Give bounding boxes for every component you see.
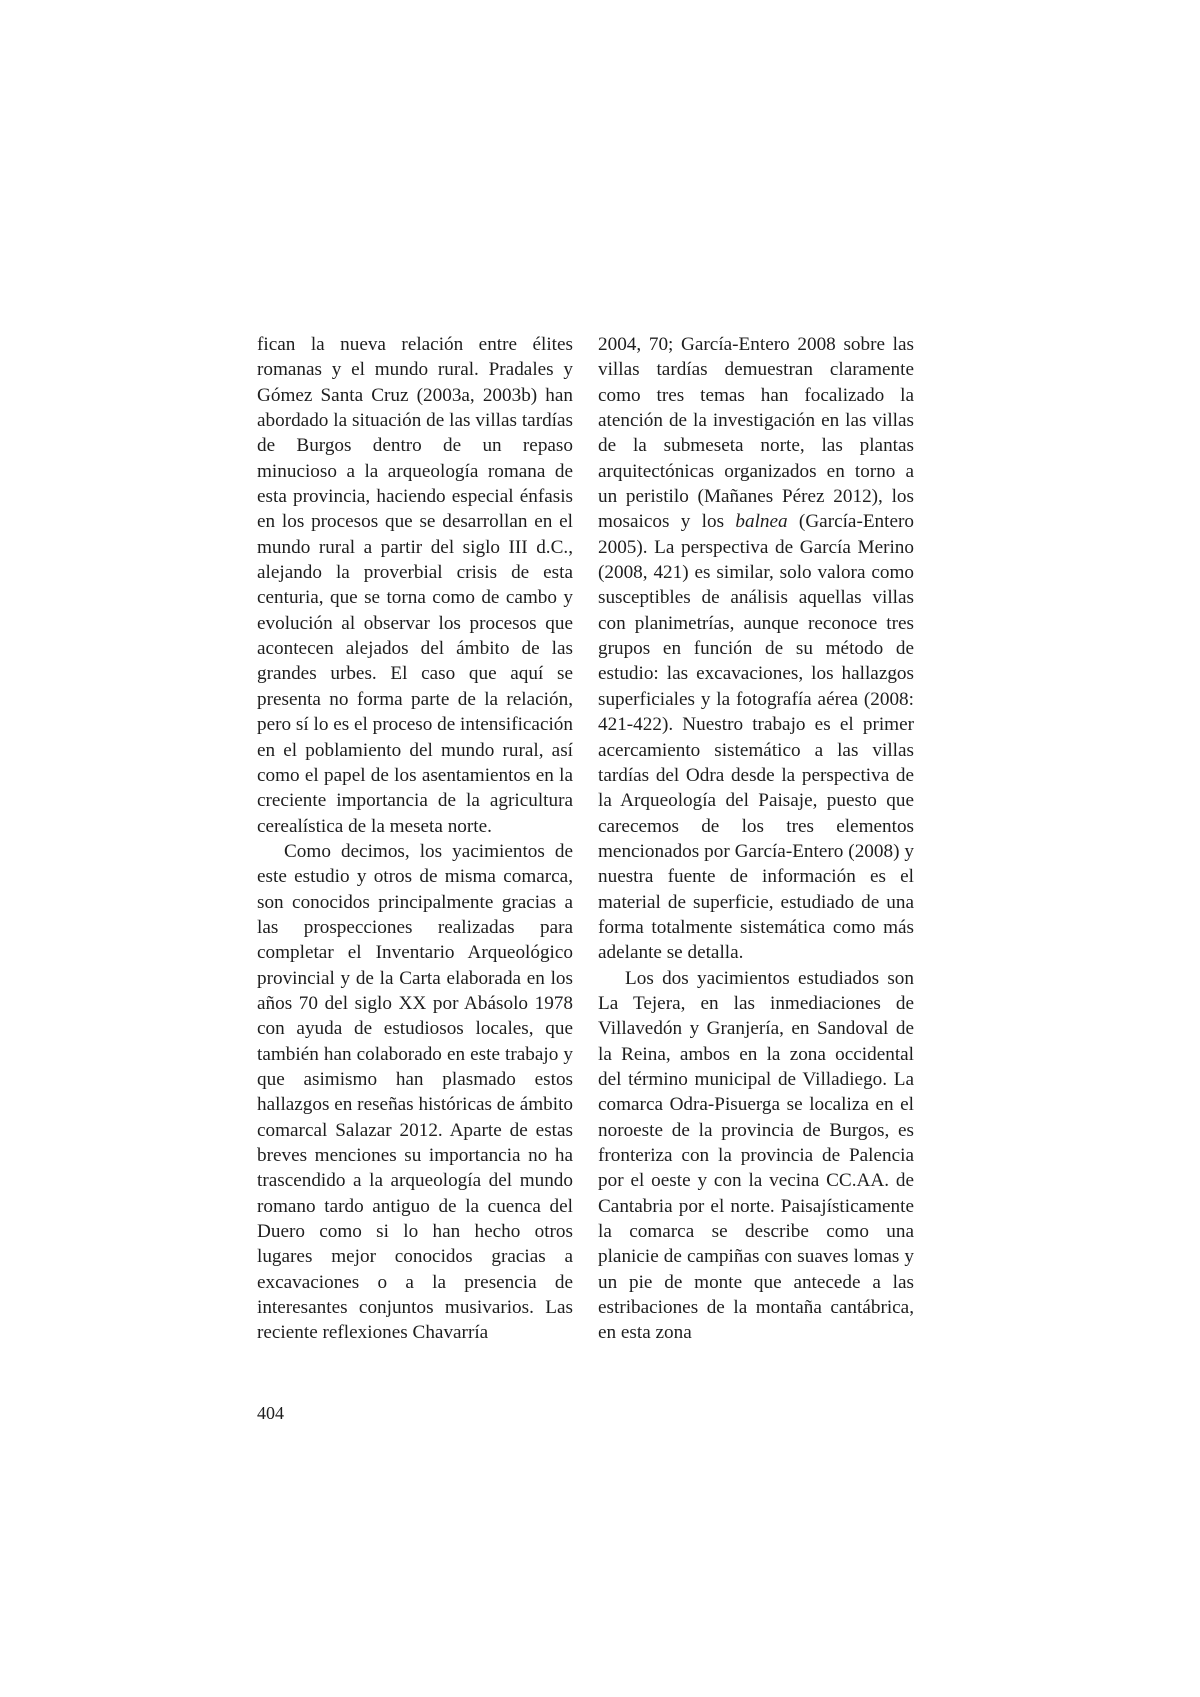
right-paragraph-1-text-b: (García-Entero 2005). La perspectiva de García Merino (2008, 421) es similar, solo valora como susceptibles de análisis aquellas villas con planimetrías, aunque reconoce tres grupos en función de su método de estudio: las excavaciones, los hallazgos superficiales y la fotografía aérea (2008: 421-422). Nuestro trabajo es el primer acercamiento sistemático a las villas tardías del Odra desde la perspectiva de la Arqueología del Paisaje, puesto que carecemos de los tres elementos mencionados por García-Entero (2008) y nuestra fuente de información es el material de superficie, estudiado de una forma totalmente sistemática como más adelante se detalla. bbox=[598, 511, 914, 964]
page-number: 404 bbox=[257, 1403, 284, 1423]
right-text-column bbox=[598, 332, 914, 1346]
italic-term-balnea: balnea bbox=[735, 511, 788, 533]
right-paragraph-2: Los dos yacimientos estudiados son La Tejera, en las inmediaciones de Villavedón y Granjería, en Sandoval de la Reina, ambos en la zona occidental del término municipal de Villadiego. La comarca Odra-Pisuerga se localiza en el noroeste de la provincia de Burgos, es fronteriza con la provincia de Palencia por el oeste y con la vecina CC.AA. de Cantabria por el norte. Paisajísticamente la comarca se describe como una planicie de campiñas con suaves lomas y un pie de monte que antecede a las estribaciones de la montaña cantábrica, en esta zona bbox=[598, 967, 914, 1344]
right-paragraph-1 bbox=[598, 332, 914, 966]
left-paragraph-1: fican la nueva relación entre élites romanas y el mundo rural. Pradales y Gómez Santa Cruz (2003a, 2003b) han abordado la situación de las villas tardías de Burgos dentro de un repaso minucioso a la arqueología romana de esta provincia, haciendo especial énfasis en los procesos que se desarrollan en el mundo rural a partir del siglo III d.C., alejando la proverbial crisis de esta centuria, que se torna como de cambo y evolución al observar los procesos que acontecen alejados del ámbito de las grandes urbes. El caso que aquí se presenta no forma parte de la relación, pero sí lo es el proceso de intensificación en el poblamiento del mundo rural, así como el papel de los asentamientos en la creciente importancia de la agricultura cerealística de la meseta norte. bbox=[257, 334, 573, 837]
left-text-column bbox=[257, 332, 573, 1346]
right-paragraph-1-text-a: 2004, 70; García-Entero 2008 sobre las villas tardías demuestran claramente como tres temas han focalizado la atención de la investigación en las villas de la submeseta norte, las plantas arquitectónicas organizados en torno a un peristilo (Mañanes Pérez 2012), los mosaicos y los bbox=[598, 334, 914, 533]
left-paragraph-2: Como decimos, los yacimientos de este estudio y otros de misma comarca, son conocidos principalmente gracias a las prospecciones realizadas para completar el Inventario Arqueológico provincial y de la Carta elaborada en los años 70 del siglo XX por Abásolo 1978 con ayuda de estudiosos locales, que también han colaborado en este trabajo y que asimismo han plasmado estos hallazgos en reseñas históricas de ámbito comarcal Salazar 2012. Aparte de estas breves menciones su importancia no ha trascendido a la arqueología del mundo romano tardo antiguo de la cuenca del Duero como si lo han hecho otros lugares mejor conocidos gracias a excavaciones o a la presencia de interesantes conjuntos musivarios. Las reciente reflexiones Chavarría bbox=[257, 840, 573, 1344]
